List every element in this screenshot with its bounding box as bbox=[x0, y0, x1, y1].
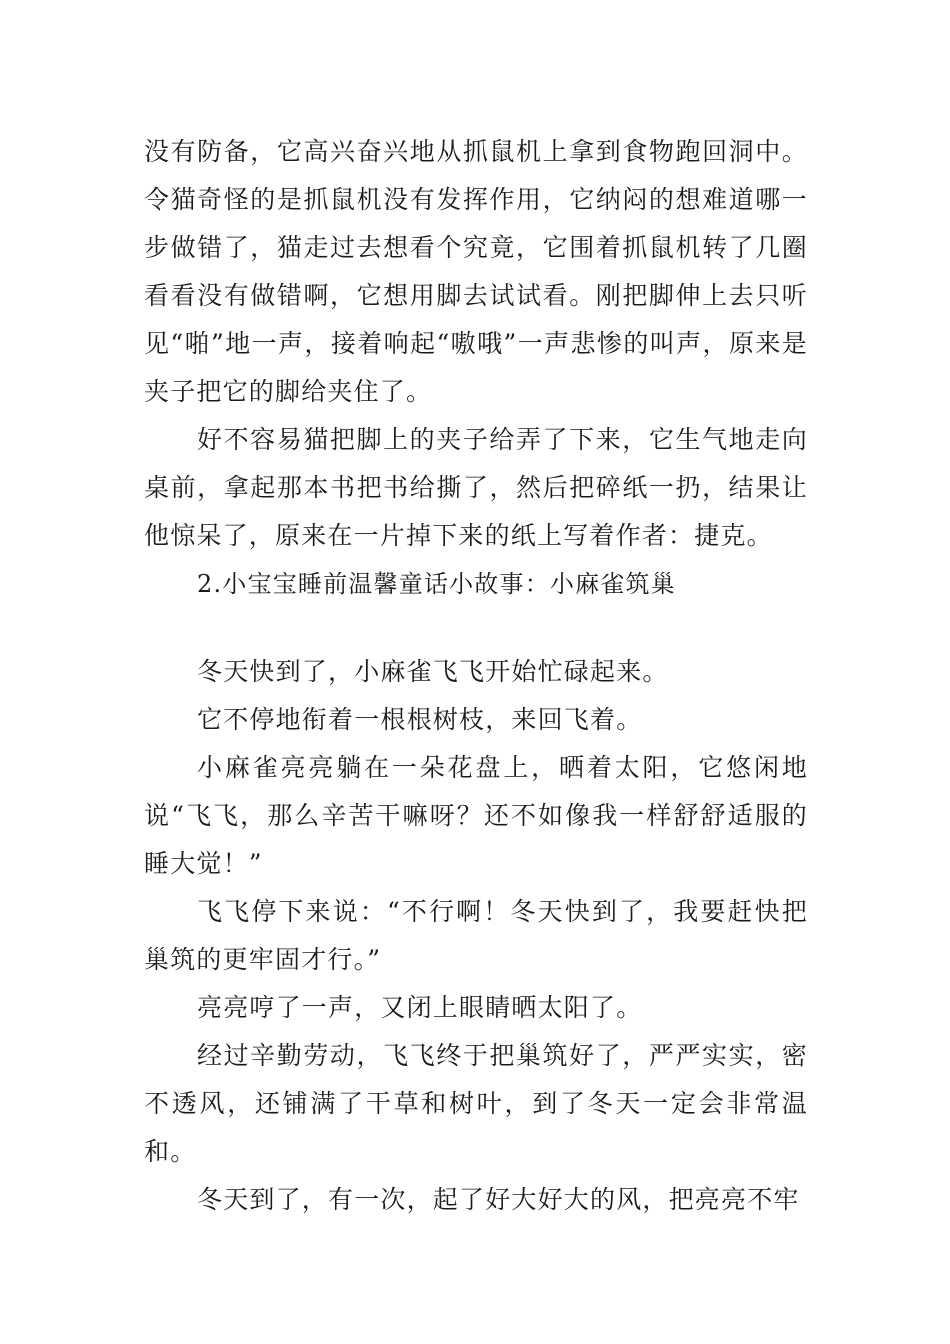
section-heading: 2.小宝宝睡前温馨童话小故事：小麻雀筑巢 bbox=[197, 570, 676, 598]
story-paragraph: 冬天快到了，小麻雀飞飞开始忙碌起来。 bbox=[197, 657, 669, 686]
paragraph-cat-trap: 没有防备，它高兴奋兴地从抓鼠机上拿到食物跑回洞中。令猫奇怪的是抓鼠机没有发挥作用，它纳闷的想难道哪一步做错了，猫走过去想看个究竟，它围着抓鼠机转了几圈看看没有做错啊，它想用脚去试试看。刚把脚伸上去只听见“啪”地一声，接着响起“嗷哦”一声悲惨的叫声，原来是夹子把它的脚给夹住了。 bbox=[144, 137, 808, 406]
paragraph-cat-ending: 好不容易猫把脚上的夹子给弄了下来，它生气地走向桌前，拿起那本书把书给撕了，然后把碎纸一扔，结果让他惊呆了，原来在一片掉下来的纸上写着作者：捷克。 bbox=[144, 425, 808, 550]
story-paragraph: 它不停地衔着一根根树枝，来回飞着。 bbox=[197, 705, 643, 734]
story-paragraph: 亮亮哼了一声，又闭上眼睛晒太阳了。 bbox=[197, 993, 643, 1022]
story-paragraph: 冬天到了，有一次，起了好大好大的风，把亮亮不牢 bbox=[197, 1185, 800, 1214]
blank-line bbox=[144, 608, 808, 648]
story-paragraph: 飞飞停下来说：“不行啊！冬天快到了，我要赶快把巢筑的更牢固才行。” bbox=[144, 897, 808, 974]
story-paragraph: 经过辛勤劳动，飞飞终于把巢筑好了，严严实实，密不透风，还铺满了干草和树叶，到了冬天一定会非常温和。 bbox=[144, 1041, 808, 1166]
document-body bbox=[144, 128, 808, 1224]
story-paragraph: 小麻雀亮亮躺在一朵花盘上，晒着太阳，它悠闲地说“飞飞，那么辛苦干嘛呀？还不如像我一样舒舒适服的睡大觉！” bbox=[144, 753, 808, 878]
